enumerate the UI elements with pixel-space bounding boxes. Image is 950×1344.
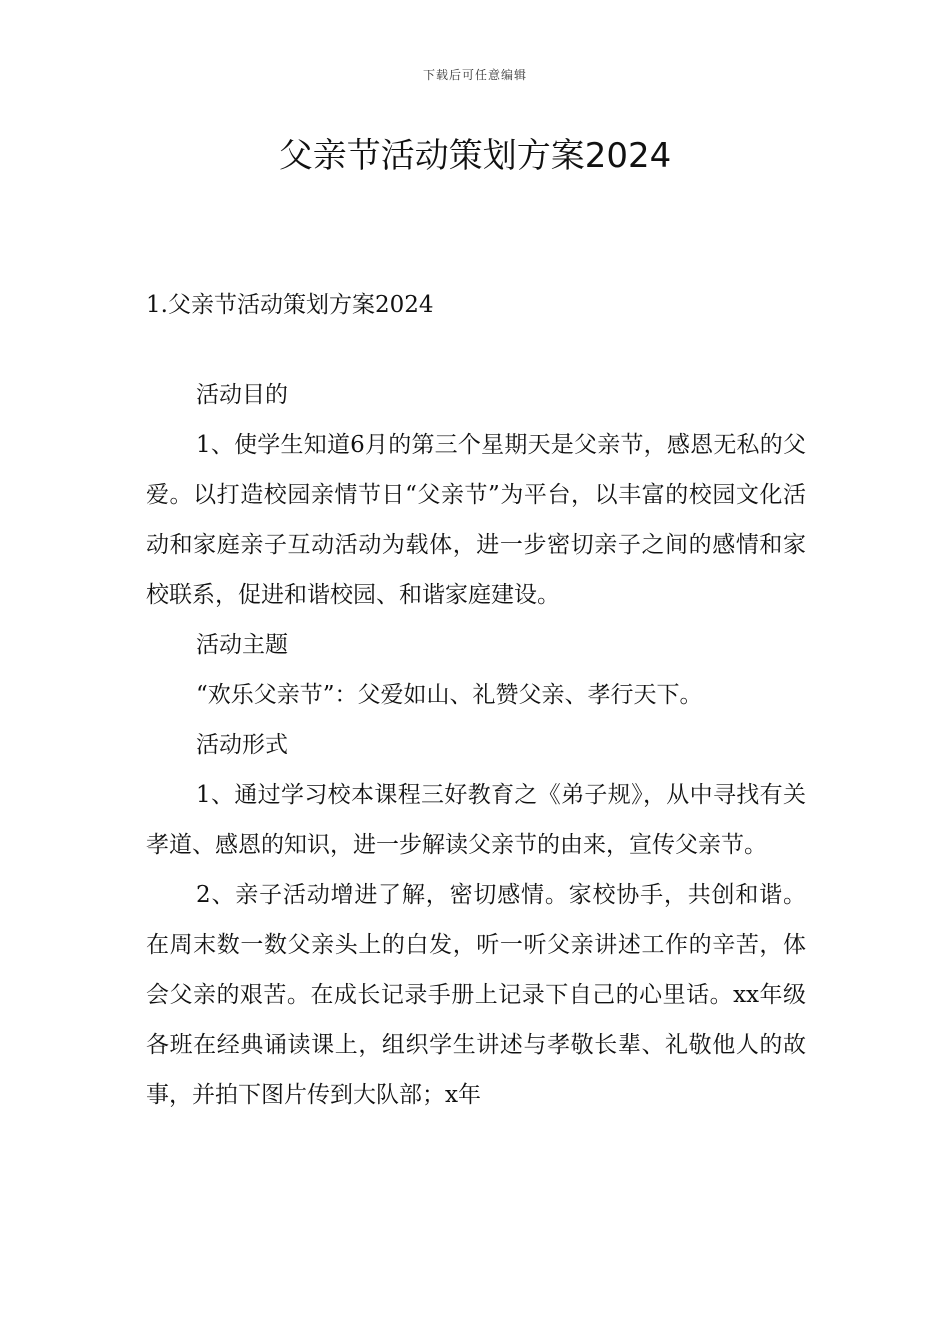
heading-activity-theme: 活动主题	[196, 632, 288, 658]
paragraph-theme: “欢乐父亲节”：父爱如山、礼赞父亲、孝行天下。	[196, 682, 703, 708]
paragraph-purpose-1: 1、使学生知道6月的第三个星期天是父亲节，感恩无私的父爱。以打造校园亲情节日“父亲节”为平台，以丰富的校园文化活动和家庭亲子互动活动为载体，进一步密切亲子之间的感情和家校联系，促进和谐校园、和谐家庭建设。	[146, 432, 806, 608]
section-subtitle: 1.父亲节活动策划方案2024	[146, 292, 434, 318]
document-body	[146, 280, 806, 1120]
heading-activity-purpose: 活动目的	[196, 382, 288, 408]
heading-activity-format: 活动形式	[196, 732, 288, 758]
document-title: 父亲节活动策划方案2024	[278, 136, 672, 176]
paragraph-format-1: 1、通过学习校本课程三好教育之《弟子规》，从中寻找有关孝道、感恩的知识，进一步解读父亲节的由来，宣传父亲节。	[146, 782, 806, 858]
paragraph-format-2: 2、亲子活动增进了解，密切感情。家校协手，共创和谐。在周末数一数父亲头上的白发，听一听父亲讲述工作的辛苦，体会父亲的艰苦。在成长记录手册上记录下自己的心里话。xx年级各班在经典诵读课上，组织学生讲述与孝敬长辈、礼敬他人的故事，并拍下图片传到大队部；x年	[146, 882, 806, 1108]
header-note: 下载后可任意编辑	[422, 68, 527, 82]
